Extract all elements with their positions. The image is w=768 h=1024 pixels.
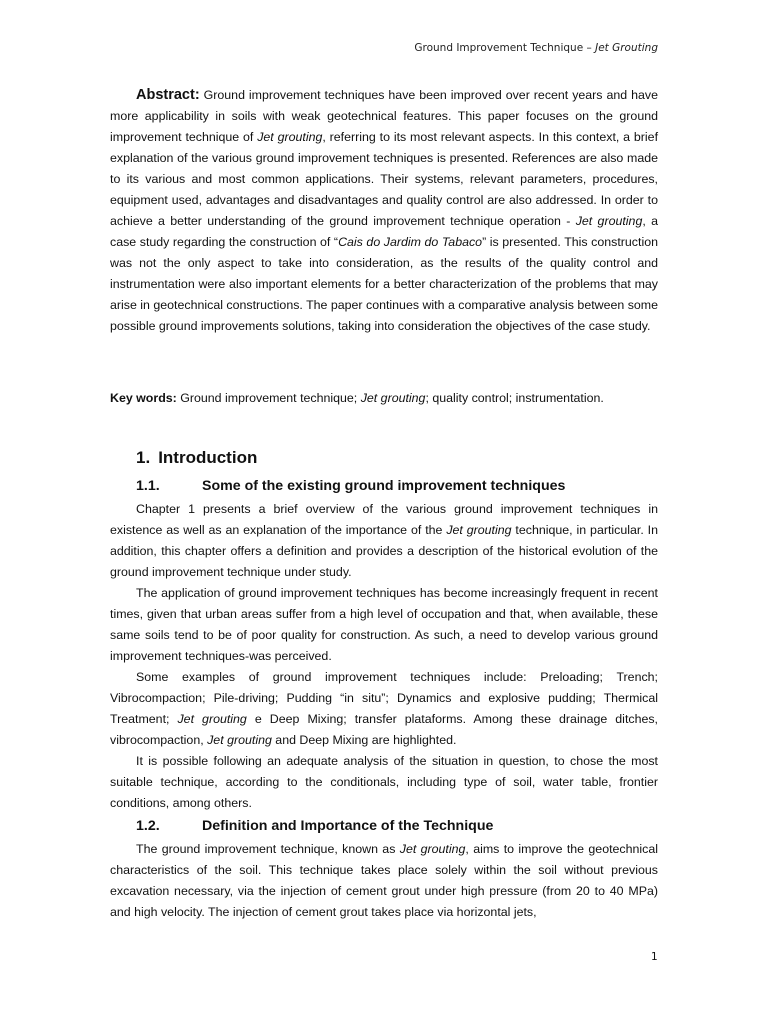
paragraph	[110, 839, 658, 923]
paragraph-italic: Jet grouting	[446, 523, 512, 537]
subsection-heading-1-1	[136, 476, 565, 496]
subsection-heading-1-2	[136, 816, 493, 836]
abstract-text-3: , a case study regarding the construction of “	[110, 214, 659, 249]
abstract-italic-2: Jet grouting	[575, 214, 643, 228]
section-title: Introduction	[158, 448, 258, 467]
abstract-italic-3: Cais do Jardim do Tabaco	[338, 235, 483, 249]
paragraph: The application of ground improvement techniques has become increasingly frequent in recent times, given that urban areas suffer from a high level of occupation and that, when available, these same soils tend to be of poor quality for construction. As such, a need to develop various ground improvement techniques-was perceived.	[110, 586, 658, 663]
running-header	[414, 42, 658, 54]
paragraph	[110, 667, 658, 751]
subsection-number: 1.2.	[136, 818, 160, 834]
paragraph-text: Chapter 1 presents a brief overview of the various ground improvement techniques in existence as well as an explanation of the importance of the	[110, 502, 658, 537]
running-header-title-italic: Jet Grouting	[595, 42, 658, 54]
section-number: 1.	[136, 448, 151, 467]
paragraph: It is possible following an adequate analysis of the situation in question, to chose the most suitable technique, according to the conditionals, including type of soil, water table, frontier conditions, among others.	[110, 754, 658, 810]
subsection-1-1-body	[110, 499, 658, 814]
running-header-title: Ground Improvement Technique –	[414, 42, 596, 54]
keywords-text-1: Ground improvement technique;	[176, 391, 361, 405]
subsection-title: Definition and Importance of the Technique	[202, 818, 494, 834]
abstract-text-4: ” is presented. This construction was not the only aspect to take into consideration, as the results of the quality control and instrumentation were also important elements for a better characterization of the problems that may arise in geotechnical constructions. The paper continues with a comparative analysis between some possible ground improvements solutions, taking into consideration the objectives of the case study.	[110, 235, 659, 333]
subsection-title: Some of the existing ground improvement techniques	[202, 478, 566, 494]
paragraph	[110, 499, 658, 583]
abstract-paragraph	[110, 85, 658, 337]
paragraph-text: and Deep Mixing are highlighted.	[271, 733, 457, 747]
abstract-italic-1: Jet grouting	[257, 130, 323, 144]
subsection-1-2-body	[110, 839, 658, 923]
paragraph-italic: Jet grouting	[177, 712, 247, 726]
paragraph-text: technique, in particular. In addition, this chapter offers a definition and provides a description of the historical evolution of the ground improvement technique under study.	[110, 523, 658, 579]
keywords-label: Key words:	[110, 391, 177, 405]
keywords-text-2: ; quality control; instrumentation.	[425, 391, 604, 405]
keywords-italic-1: Jet grouting	[360, 391, 426, 405]
subsection-number: 1.1.	[136, 478, 160, 494]
paragraph-text: Some examples of ground improvement techniques include: Preloading; Trench; Vibrocompaction; Pile-driving; Pudding “in situ”; Dynamics and explosive pudding; Thermical Treatment;	[110, 670, 658, 726]
abstract-label: Abstract:	[136, 87, 200, 103]
paragraph-italic: Jet grouting	[207, 733, 272, 747]
section-heading-introduction	[136, 447, 257, 469]
page-number: 1	[651, 951, 658, 963]
paragraph-text: , aims to improve the geotechnical characteristics of the soil. This technique takes place solely within the soil without previous excavation necessary, via the injection of cement grout under high pressure (from 20 to 40 MPa) and high velocity. The injection of cement grout takes place via horizontal jets,	[110, 842, 658, 919]
abstract-text-1: Ground improvement techniques have been improved over recent years and have more applicability in soils with weak geotechnical features. This paper focuses on the ground improvement technique of	[110, 88, 658, 144]
abstract-text-2: , referring to its most relevant aspects. In this context, a brief explanation of the various ground improvement techniques is presented. References are also made to its various and most common applications. Their systems, relevant parameters, procedures, equipment used, advantages and disadvantages and quality control are also addressed. In order to achieve a better understanding of the ground improvement technique operation -	[110, 130, 659, 228]
paragraph-text: The ground improvement technique, known as	[136, 842, 400, 856]
paragraph-text: e Deep Mixing; transfer plataforms. Among these drainage ditches, vibrocompaction,	[110, 712, 658, 747]
keywords-paragraph	[110, 388, 658, 409]
paragraph-italic: Jet grouting	[399, 842, 466, 856]
